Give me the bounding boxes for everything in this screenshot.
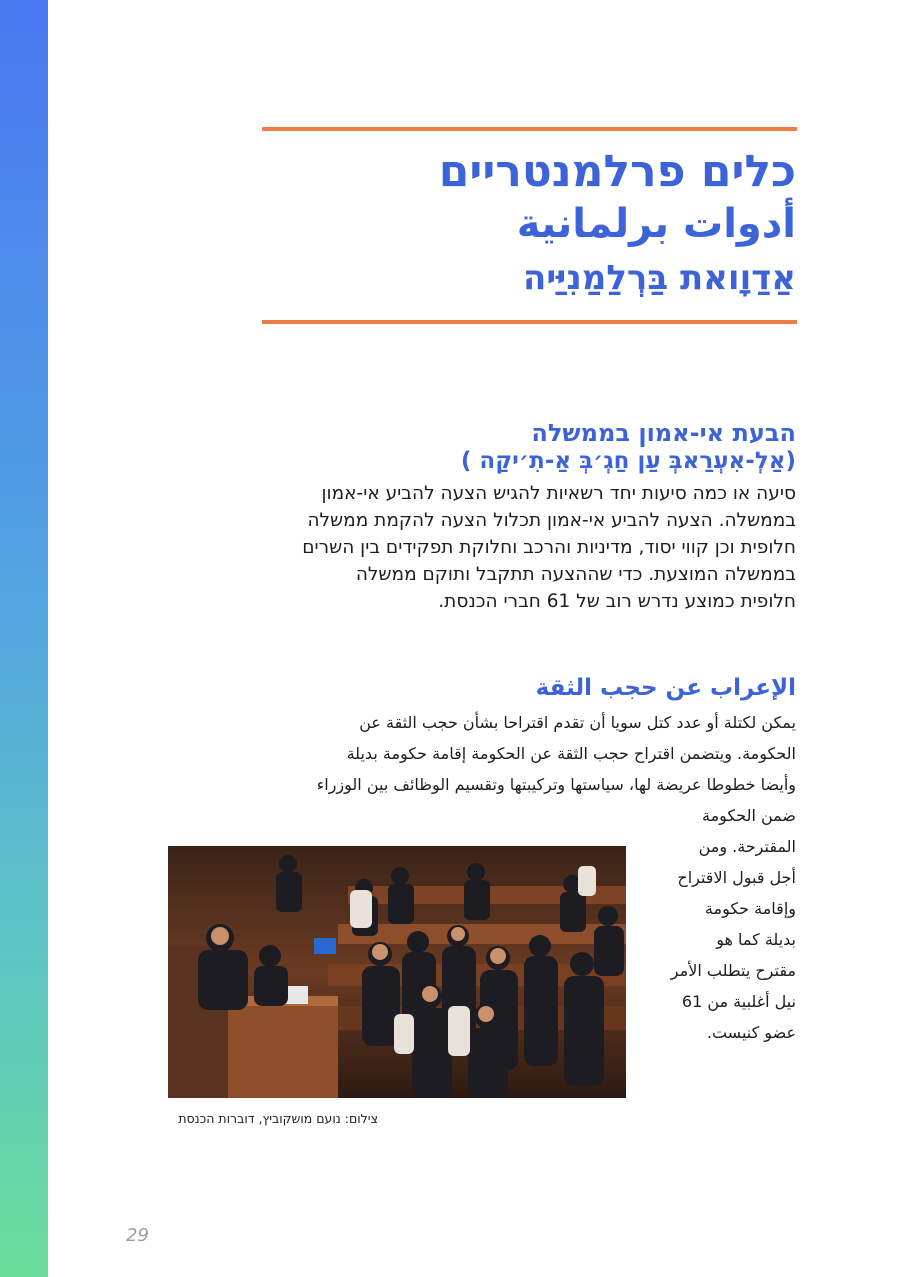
page-title-hebrew: כלים פרלמנטריים (438, 146, 796, 197)
arabic-body-line: ضمن الحكومة (702, 806, 796, 825)
arabic-body-line: الحكومة. ويتضمن اقتراح حجب الثقة عن الحكومة إقامة حكومة بديلة (346, 744, 796, 763)
hebrew-section-heading-transliteration: (אַלְ-אִעְרַאבְּ עַן חַגְ׳בְּ אַ-תִ׳יקַה ) (460, 448, 796, 474)
page-number: 29 (126, 1225, 149, 1246)
title-bottom-rule (262, 320, 797, 324)
arabic-body-line: يمكن لكتلة أو عدد كتل سويا أن تقدم اقتراحا بشأن حجب الثقة عن (359, 713, 796, 732)
hebrew-section-body: סיעה או כמה סיעות יחד רשאיות להגיש הצעה להביע אי-אמון בממשלה. הצעה להביע אי-אמון תכלול הצעה להקמת ממשלה חלופית וכן קווי יסוד, מדיניות והרכב וחלוקת תפקידים בין השרים בממשלה המוצעת. כדי שההצעה תתקבל ותוקם ממשלה חלופית כמוצע נדרש רוב של 61 חברי הכנסת. (302, 483, 796, 612)
arabic-body-line: أجل قبول الاقتراح (677, 868, 796, 887)
title-top-rule (262, 127, 797, 131)
photo-caption: צילום: נועם מושקוביץ, דוברות הכנסת (178, 1111, 378, 1126)
arabic-body-line: المقترحة. ومن (698, 837, 796, 856)
knesset-plenum-photo-illustration (168, 846, 626, 1098)
side-gradient-strip (0, 0, 48, 1277)
arabic-body-line: وإقامة حكومة (704, 899, 796, 918)
page-title-transliteration: אַדַוָואת בַּרְלַמַנִיַּיה (522, 258, 796, 298)
page-title-arabic: أدوات برلمانية (516, 201, 796, 247)
arabic-body-line: نيل أغلبية من 61 (681, 992, 796, 1011)
arabic-body-line: مقترح يتطلب الأمر (670, 961, 796, 980)
arabic-body-line: عضو كنيست. (706, 1023, 796, 1042)
arabic-body-line: بديلة كما هو (716, 930, 796, 949)
knesset-plenum-photo (168, 846, 626, 1098)
hebrew-section-heading: הבעת אי-אמון בממשלה (531, 419, 796, 447)
arabic-body-line: وأيضا خطوطا عريضة لها، سياستها وتركيبتها وتقسيم الوظائف بين الوزراء (316, 775, 796, 794)
arabic-section-heading: الإعراب عن حجب الثقة (535, 675, 796, 701)
